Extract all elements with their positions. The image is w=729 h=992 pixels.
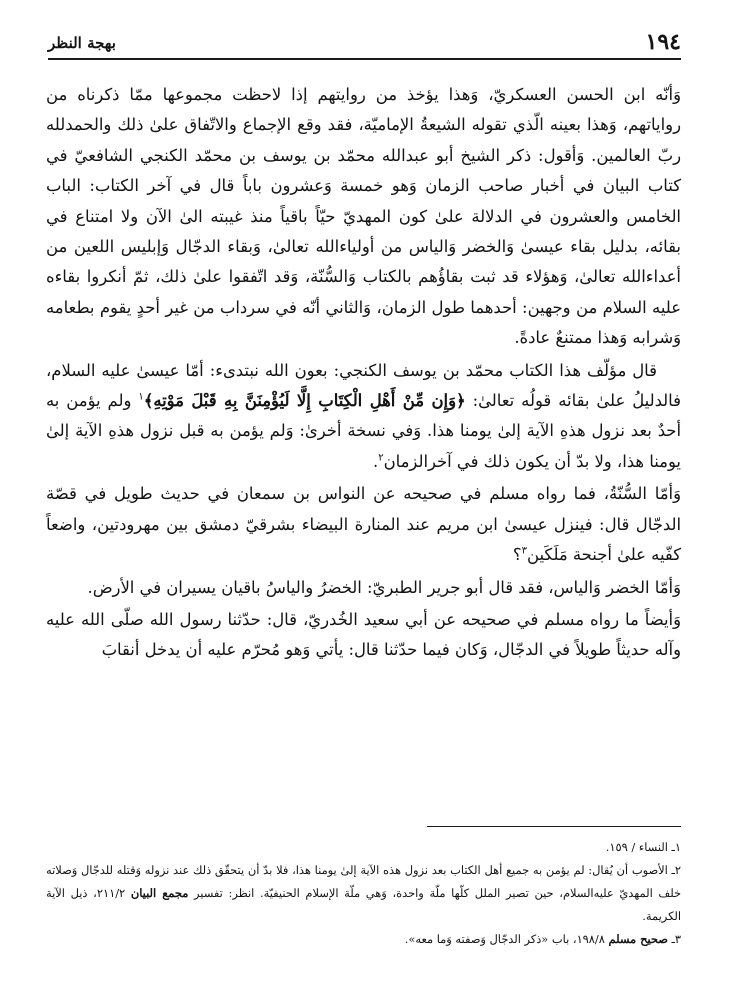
footnote-ref-3: ٣ <box>521 545 527 557</box>
footnote-2-text: ٢ـ الأصوب أن يُقال: لم يؤمن به جميع أهل الكتاب بعد نزول هذه الآية إلىٰ يومنا هذا، فلا بدّ أن يتحقّق ذلك عند نزوله وَقتله للدجّال وَصلاته خلف المهديّ عليه‌السلام، حين تصير الملل كلّها ملّة واحدة، وَهي ملّة الإسلام الحنيفيّة. انظر: تفسير <box>46 863 682 900</box>
footnote-3-source: صحيح مسلم <box>608 932 668 946</box>
paragraph-3 <box>46 479 681 570</box>
footnote-3 <box>46 928 681 951</box>
main-text <box>46 80 681 668</box>
footnote-ref-2: ٢ <box>378 452 384 464</box>
page-number: ١٩٤ <box>645 29 681 55</box>
paragraph-2-intro: قال مؤلّف هذا الكتاب محمّد بن يوسف الكنجي: بعون الله نبتدىء: أمّا عيسىٰ عليه السلام، فالدليلُ علىٰ بقائه قولُه تعالىٰ: <box>46 360 681 411</box>
footnote-2 <box>46 859 681 928</box>
paragraph-1: وَأنّه ابن الحسن العسكريّ، وَهذا يؤخذ من روايتهم إذا لاحظت مجموعها ممّا ذكرناه من رواياتهم، وَهذا بعينه الّذي تقوله الشيعةُ الإماميّة، فقد وقع الإجماع والاتّفاق علىٰ ذلك والحمدلله ربّ العالمين. وَأقول: ذكر الشيخ أبو عبدالله محمّد بن يوسف بن محمّد الكنجي الشافعيّ في كتاب البيان في أخبار صاحب الزمان وَهو خمسة وَعشرون باباً قال في آخر الكتاب: الباب الخامس والعشرون في الدلالة علىٰ كون المهديّ حيّاً باقياً منذ غيبته الىٰ الآن ولا امتناع في بقائه، بدليل بقاء عيسىٰ وَالخضر وَالياس من أولياءالله تعالىٰ، وَبقاء الدجّال وَإبليس اللعين من أعداءالله تعالىٰ، وَهؤلاء قد ثبت بقاؤُهم بالكتاب وَالسُّنّة، وَقد اتّفقوا علىٰ ذلك، ثمّ أنكروا بقاءه عليه السلام من وجهين: أحدهما طول الزمان، وَالثاني أنّه في سرداب من غير أحدٍ يقوم بطعامه وَشرابه وَهذا ممتنعٌ عادةً. <box>46 85 681 348</box>
running-title: بهجة النظر <box>48 34 116 52</box>
paragraph-5: وَأيضاً ما رواه مسلم في صحيحه عن أبي سعيد الخُدريّ، قال: حدّثنا رسول الله صلّى الله عليه وآله حديثاً طويلاً في الدجّال، وَكان فيما حدّثنا قال: يأتي وَهو مُحرّم عليه أن يدخل أنقابَ <box>46 609 681 660</box>
paragraph-3-end: ؟ <box>512 545 522 565</box>
page-header <box>48 28 681 60</box>
footnote-3-num: ٣ـ <box>667 932 681 946</box>
footnote-divider <box>427 826 681 827</box>
paragraph-2-body: ولم يؤمن به أحدٌ بعد نزول هذهِ الآية إلىٰ يومنا هذا. وَفي نسخة أخرىٰ: وَلم يؤمن به قبل نزول هذهِ الآية إلىٰ يومنا هذا، ولا بدّ أن يكون ذلك في آخرالزمان <box>46 391 681 471</box>
paragraph-4: وَأمّا الخضر وَالياس، فقد قال أبو جرير الطبريّ: الخضرُ والياسُ باقيان يسيران في الأرض. <box>87 577 681 597</box>
footnote-ref-1: ١ <box>138 391 144 403</box>
footnote-1: ١ـ النساء / ١٥٩. <box>605 840 681 854</box>
footnotes <box>46 836 681 951</box>
paragraph-2: قال مؤلّف هذا الكتاب محمّد بن يوسف الكنجي: بعون الله نبتدىء: أمّا عيسىٰ عليه السلام، فالدليلُ علىٰ بقائه قولُه تعالىٰ: ﴿وَإِن مِّنْ أَهْلِ الْكِتَابِ إِلَّا لَيُؤْمِنَنَّ بِهِ قَبْلَ مَوْتِهِ﴾$^١$ ولم يؤمن به أحدٌ بعد نزول هذهِ الآية إلىٰ يومنا هذا. وَفي نسخة أخرىٰ: وَلم يؤمن به قبل نزول هذهِ الآية إلىٰ يومنا هذا، ولا بدّ أن يكون ذلك في آخرالزمان$^٢$. <box>46 360 681 471</box>
footnote-3-ref: ١٩٨/٨، باب «ذكر الدجّال وَصفته وَما معه». <box>404 932 609 946</box>
quran-verse: ﴿وَإِن مِّنْ أَهْلِ الْكِتَابِ إِلَّا لَيُؤْمِنَنَّ بِهِ قَبْلَ مَوْتِهِ﴾ <box>143 391 466 411</box>
paragraph-3-text: وَأمّا السُّنّةُ، فما رواه مسلم في صحيحه عن النواس بن سمعان في حديث طويل في قصّة الدجّال قال: فينزل عيسىٰ ابن مريم عند المنارة البيضاء بشرقيّ دمشق بين مهرودتين، واضعاً كفّيه علىٰ أجنحة مَلَكَين <box>46 484 681 565</box>
footnote-2-source: مجمع البيان <box>130 886 189 900</box>
footnote-2-ref: ٢١١/٢، ذيل الآية الكريمة. <box>46 886 681 923</box>
